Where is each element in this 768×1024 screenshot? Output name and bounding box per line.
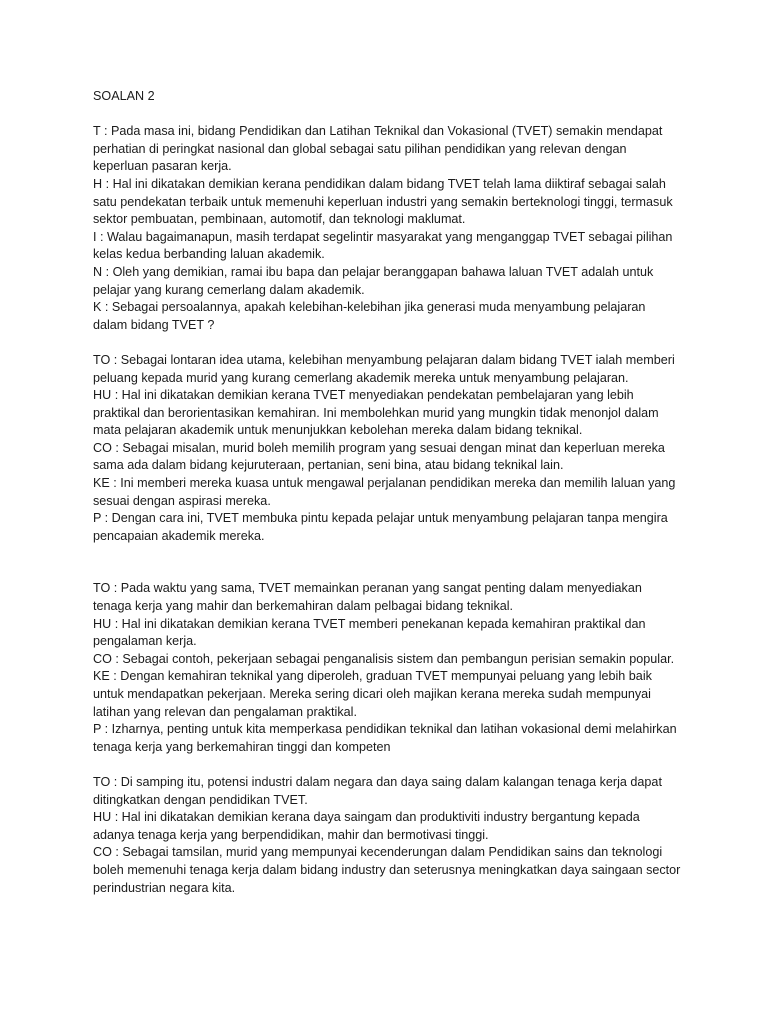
paragraph-line: N : Oleh yang demikian, ramai ibu bapa dan pelajar beranggapan bahawa laluan TVET adalah untuk pelajar yang kurang cemerlang dalam akademik.: [93, 264, 654, 297]
paragraph-line: HU : Hal ini dikatakan demikian kerana TVET memberi penekanan kepada kemahiran praktikal dan pengalaman kerja.: [93, 616, 646, 649]
paragraph-line: KE : Ini memberi mereka kuasa untuk mengawal perjalanan pendidikan mereka dan memilih laluan yang sesuai dengan aspirasi mereka.: [93, 476, 676, 508]
section-point-2: [93, 580, 683, 756]
section-point-1: [93, 352, 683, 546]
paragraph-line: TO : Di samping itu, potensi industri dalam negara dan daya saing dalam kalangan tenaga kerja dapat ditingkatkan dengan pendidikan TVET.: [93, 774, 662, 807]
document-page: [93, 88, 683, 897]
section-point-3: [93, 774, 683, 897]
paragraph-line: CO : Sebagai contoh, pekerjaan sebagai penganalisis sistem dan pembangun perisian semakin popular.: [93, 651, 675, 666]
paragraph-line: CO : Sebagai misalan, murid boleh memilih program yang sesuai dengan minat dan keperluan mereka sama ada dalam bidang kejuruteraan, pertanian, seni bina, atau bidang teknikal lain.: [93, 440, 665, 473]
paragraph-line: KE : Dengan kemahiran teknikal yang diperoleh, graduan TVET mempunyai peluang yang lebih baik untuk mendapatkan pekerjaan. Mereka sering dicari oleh majikan kerana mereka sudah mempunyai latihan yang relevan dan pengalaman praktikal.: [93, 669, 652, 719]
paragraph-line: I : Walau bagaimanapun, masih terdapat segelintir masyarakat yang menganggap TVET sebagai pilihan kelas kedua berbanding laluan akademik.: [93, 229, 673, 262]
section-introduction: [93, 123, 683, 334]
paragraph-line: HU : Hal ini dikatakan demikian kerana daya saingam dan produktiviti industry bergantung kepada adanya tenaga kerja yang berpendidikan, mahir dan bermotivasi tinggi.: [93, 810, 640, 842]
paragraph-line: CO : Sebagai tamsilan, murid yang mempunyai kecenderungan dalam Pendidikan sains dan teknologi boleh memenuhi tenaga kerja dalam bidang industry dan seterusnya meningkatkan daya saingaan sector perindustrian negara kita.: [93, 845, 681, 895]
paragraph-line: P : Izharnya, penting untuk kita memperkasa pendidikan teknikal dan latihan vokasional demi melahirkan tenaga kerja yang berkemahiran tinggi dan kompeten: [93, 722, 677, 754]
paragraph-line: HU : Hal ini dikatakan demikian kerana TVET menyediakan pendekatan pembelajaran yang lebih praktikal dan berorientasikan kemahiran. Ini membolehkan murid yang mungkin tidak menonjol dalam mata pelajaran akademik untuk menunjukkan kebolehan mereka dalam bidang teknikal.: [93, 388, 659, 438]
document-title: SOALAN 2: [93, 89, 155, 103]
paragraph-line: TO : Pada waktu yang sama, TVET memainkan peranan yang sangat penting dalam menyediakan tenaga kerja yang mahir dan berkemahiran dalam pelbagai bidang teknikal.: [93, 581, 642, 614]
paragraph-line: TO : Sebagai lontaran idea utama, kelebihan menyambung pelajaran dalam bidang TVET ialah memberi peluang kepada murid yang kurang cemerlang akademik mereka untuk menyambung pelajaran.: [93, 352, 675, 385]
paragraph-line: H : Hal ini dikatakan demikian kerana pendidikan dalam bidang TVET telah lama diiktiraf sebagai salah satu pendekatan terbaik untuk memenuhi keperluan industri yang semakin berteknologi tinggi, termasuk sektor pembuatan, pembinaan, automotif, dan teknologi maklumat.: [93, 176, 673, 227]
paragraph-line: K : Sebagai persoalannya, apakah kelebihan-kelebihan jika generasi muda menyambung pelajaran dalam bidang TVET ?: [93, 300, 646, 332]
paragraph-line: P : Dengan cara ini, TVET membuka pintu kepada pelajar untuk menyambung pelajaran tanpa mengira pencapaian akademik mereka.: [93, 511, 668, 543]
paragraph-line: T : Pada masa ini, bidang Pendidikan dan Latihan Teknikal dan Vokasional (TVET) semakin mendapat perhatian di peringkat nasional dan global sebagai satu pilihan pendidikan yang relevan dengan keperluan pasaran kerja.: [93, 124, 663, 174]
